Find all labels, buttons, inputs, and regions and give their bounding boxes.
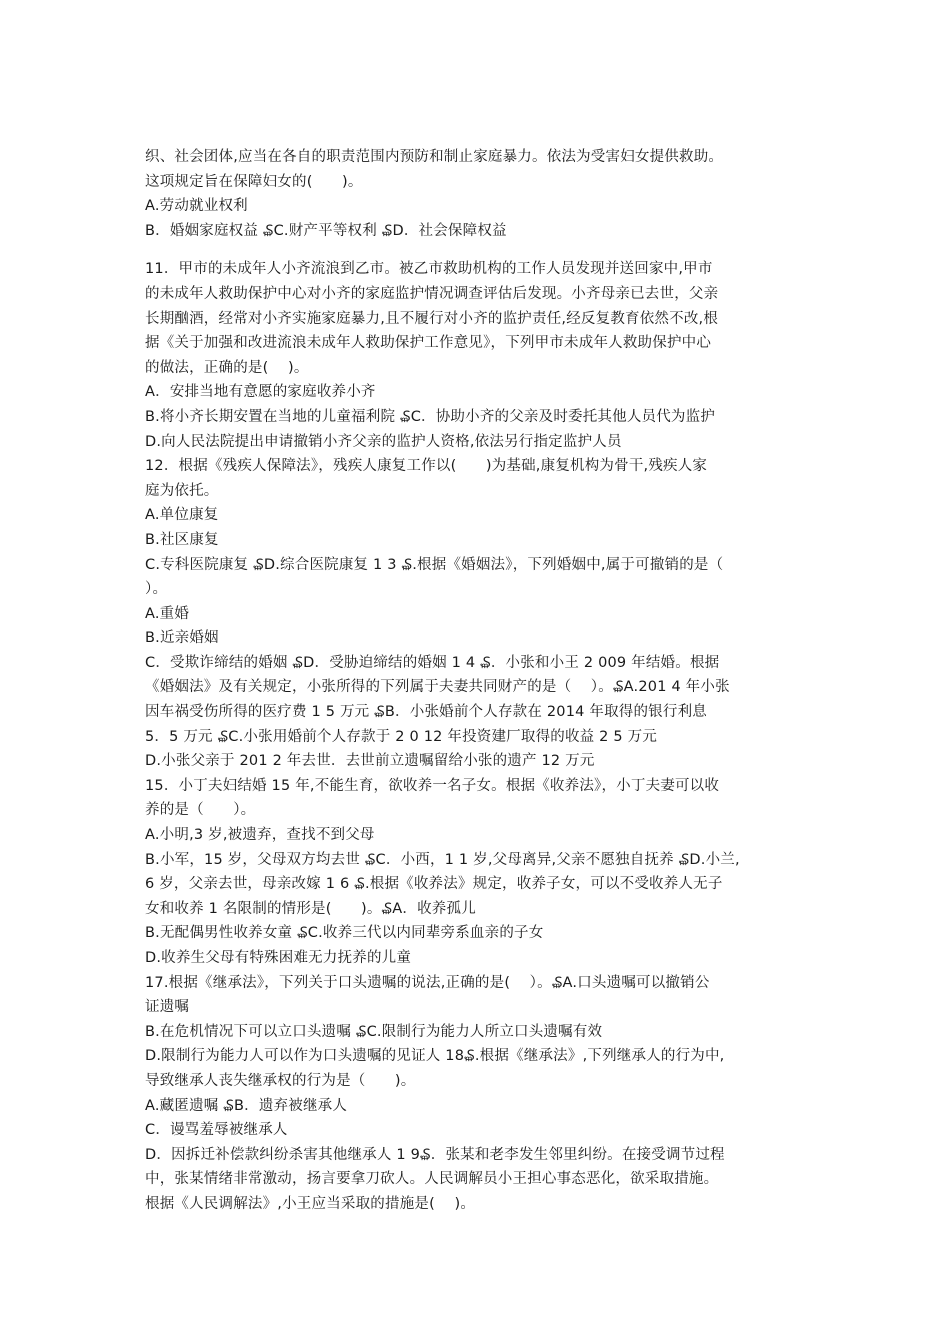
question-14-line: 因车祸受伤所得的医疗费 1 5 万元 ₷B．小张婚前个人存款在 2014 年取得的银行利息 xyxy=(145,704,707,721)
option-line: D.小张父亲于 201 2 年去世．去世前立遗嘱留给小张的遗产 12 万元 xyxy=(145,753,595,770)
question-16-line: 女和收养 1 名限制的情形是( )。₷A．收养孤儿 xyxy=(145,900,476,917)
question-11-line: 的做法，正确的是( )。 xyxy=(145,359,309,376)
text-line: ）。 xyxy=(145,581,168,598)
option-line: D.限制行为能力人可以作为口头遗嘱的见证人 18₷.根据《继承法》,下列继承人的行为中, xyxy=(145,1048,725,1065)
option-line: B．婚姻家庭权益 ₷C.财产平等权利 ₷D．社会保障权益 xyxy=(145,222,507,239)
option-line: B.社区康复 xyxy=(145,531,219,548)
text-line-1: 织、社会团体,应当在各自的职责范围内预防和制止家庭暴力。依法为受害妇女提供救助。 xyxy=(145,149,724,165)
question-11-line: 据《关于加强和改进流浪未成年人救助保护工作意见》，下列甲市未成年人救助保护中心 xyxy=(145,335,712,352)
question-12-line: 12．根据《残疾人保障法》，残疾人康复工作以( )为基础,康复机构为骨干,残疾人家 xyxy=(145,458,708,475)
option-line: A.小明,3 岁,被遗弃，查找不到父母 xyxy=(145,827,375,844)
option-line: D．因拆迁补偿款纠纷杀害其他继承人 1 9₷．张某和老李发生邻里纠纷。在接受调节过程 xyxy=(145,1146,725,1163)
question-17-line: 证遗嘱 xyxy=(145,999,190,1016)
option-line: C．谩骂羞辱被继承人 xyxy=(145,1122,288,1139)
option-line: B.在危机情况下可以立口头遗嘱 ₷C.限制行为能力人所立口头遗嘱有效 xyxy=(145,1023,603,1040)
option-line: 5．5 万元 ₷C.小张用婚前个人存款于 2 0 12 年投资建厂取得的收益 2 5 万元 xyxy=(145,728,658,745)
option-line: A.单位康复 xyxy=(145,507,219,524)
option-line: B.近亲婚姻 xyxy=(145,630,219,647)
option-line: A.劳动就业权利 xyxy=(145,198,248,215)
question-11-line: 11．甲市的未成年人小齐流浪到乙市。被乙市救助机构的工作人员发现并送回家中,甲市 xyxy=(145,261,713,278)
option-line: A.重婚 xyxy=(145,605,190,622)
option-line: C．受欺诈缔结的婚姻 ₷D．受胁迫缔结的婚姻 1 4 ₷．小张和小王 2 009 年结婚。根据 xyxy=(145,654,720,671)
question-19-line: 根据《人民调解法》,小王应当采取的措施是( )。 xyxy=(145,1195,476,1212)
question-17-line: 17.根据《继承法》，下列关于口头遗嘱的说法,正确的是( ）。₷A.口头遗嘱可以撤销公 xyxy=(145,974,710,991)
option-line: A．安排当地有意愿的家庭收养小齐 xyxy=(145,384,376,401)
option-line: D.收养生父母有特殊困难无力抚养的儿童 xyxy=(145,950,412,966)
option-line: B.无配偶男性收养女童 ₷C.收养三代以内同辈旁系血亲的子女 xyxy=(145,925,544,942)
question-15-line: 15．小丁夫妇结婚 15 年,不能生育，欲收养一名子女。根据《收养法》，小丁夫妻可以收 xyxy=(145,777,720,794)
question-18-line: 导致继承人丧失继承权的行为是（ )。 xyxy=(145,1072,416,1089)
question-11-line: 长期酗酒，经常对小齐实施家庭暴力,且不履行对小齐的监护责任,经反复教育依然不改,根 xyxy=(145,310,719,327)
question-19-line: 中，张某情绪非常激动，扬言要拿刀砍人。人民调解员小王担心事态恶化，欲采取措施。 xyxy=(145,1171,719,1188)
question-16-line: 6 岁，父亲去世，母亲改嫁 1 6 ₷.根据《收养法》规定，收养子女，可以不受收养人无子 xyxy=(145,876,723,893)
option-line: B.将小齐长期安置在当地的儿童福利院 ₷C．协助小齐的父亲及时委托其他人员代为监护 xyxy=(145,408,716,425)
question-15-line: 养的是（ ）。 xyxy=(145,802,256,819)
option-line: B.小军，15 岁，父母双方均去世 ₷C．小西，1 1 岁,父母离异,父亲不愿独自抚养 ₷D.小兰, xyxy=(145,851,740,868)
option-line: D.向人民法院提出申请撤销小齐父亲的监护人资格,依法另行指定监护人员 xyxy=(145,433,622,450)
option-line: A.藏匿遗嘱 ₷B．遗弃被继承人 xyxy=(145,1097,348,1114)
option-line: C.专科医院康复 ₷D.综合医院康复 1 3 ₷.根据《婚姻法》，下列婚姻中,属于可撤销的是（ xyxy=(145,556,724,573)
document-page xyxy=(145,145,810,1217)
question-11-line: 的未成年人救助保护中心对小齐的家庭监护情况调查评估后发现。小齐母亲已去世，父亲 xyxy=(145,285,719,302)
paragraph-gap xyxy=(145,243,810,257)
text-line-2: 这项规定旨在保障妇女的( )。 xyxy=(145,173,363,190)
question-14-line: 《婚姻法》及有关规定，小张所得的下列属于夫妻共同财产的是（ ）。₷A.201 4 年小张 xyxy=(145,679,730,696)
question-12-line: 庭为依托。 xyxy=(145,482,219,499)
